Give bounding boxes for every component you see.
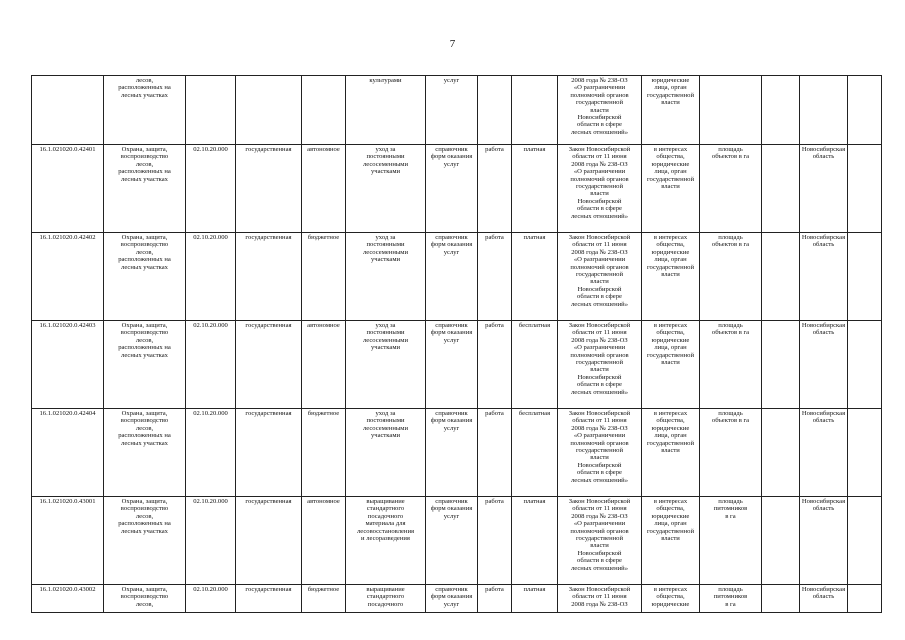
indicator-cell <box>700 321 762 409</box>
name-cell <box>104 321 186 409</box>
region-cell-text: Новосибирская область <box>801 410 846 425</box>
unit-type-cell <box>426 76 478 145</box>
payment-cell-text: платная <box>523 498 546 505</box>
consumers-cell-text: в интересах общества, юридические лица, орган государственной власти <box>647 234 694 279</box>
unit-type-cell <box>426 145 478 233</box>
kind-cell <box>236 76 302 145</box>
kind-cell-text: государственная <box>245 498 292 505</box>
unit-type-cell <box>426 585 478 613</box>
content-cell <box>346 321 426 409</box>
okved-cell-text: 02.10.20.000 <box>193 146 228 153</box>
kind-cell-text: государственная <box>245 322 292 329</box>
okved-cell-text: 02.10.20.000 <box>193 410 228 417</box>
payment-cell <box>512 76 558 145</box>
name-cell-text: Охрана, защита, воспроизводство лесов, расположенных на лесных участках <box>118 498 171 535</box>
empty-cell <box>762 145 800 233</box>
table-row <box>32 321 882 409</box>
okved-cell <box>186 145 236 233</box>
okved-cell-text: 02.10.20.000 <box>193 498 228 505</box>
region-cell-text: Новосибирская область <box>801 322 846 337</box>
table-row-continued <box>32 76 882 145</box>
content-cell <box>346 497 426 585</box>
institution-type-cell-text: бюджетное <box>307 234 340 241</box>
payment-cell <box>512 409 558 497</box>
institution-type-cell <box>302 321 346 409</box>
payment-cell-text: бесплатная <box>518 410 551 417</box>
name-cell <box>104 585 186 613</box>
unit-type-cell <box>426 409 478 497</box>
okved-cell <box>186 321 236 409</box>
code-cell <box>32 585 104 613</box>
institution-type-cell-text: автономное <box>307 322 340 329</box>
name-cell-text: Охрана, защита, воспроизводство лесов, расположенных на лесных участках <box>118 234 171 271</box>
empty-cell <box>848 145 882 233</box>
work-type-cell <box>478 409 512 497</box>
code-cell-text: 16.1.021020.0.43001 <box>39 498 96 505</box>
okved-cell <box>186 76 236 145</box>
unit-type-cell <box>426 321 478 409</box>
legal-basis-cell <box>558 321 642 409</box>
empty-cell <box>762 585 800 613</box>
empty-cell <box>848 585 882 613</box>
work-type-cell-text: работа <box>485 234 504 241</box>
name-cell-text: Охрана, защита, воспроизводство лесов, <box>120 586 169 608</box>
name-cell-text: лесов, расположенных на лесных участках <box>118 77 171 99</box>
kind-cell <box>236 585 302 613</box>
legal-basis-cell <box>558 233 642 321</box>
content-cell <box>346 76 426 145</box>
unit-type-cell-text: справочник форм оказания услуг <box>430 146 473 168</box>
indicator-cell <box>700 409 762 497</box>
code-cell-text: 16.1.021020.0.43002 <box>39 586 96 593</box>
payment-cell-text: платная <box>523 586 546 593</box>
content-cell-text: уход за постоянными лесосеменными участками <box>363 410 408 440</box>
payment-cell <box>512 233 558 321</box>
okved-cell <box>186 233 236 321</box>
indicator-cell-text: площадь объектов в га <box>711 146 750 161</box>
payment-cell <box>512 497 558 585</box>
region-cell-text: Новосибирская область <box>801 498 846 513</box>
indicator-cell <box>700 76 762 145</box>
consumers-cell <box>642 321 700 409</box>
consumers-cell-text: в интересах общества, юридические лица, орган государственной власти <box>647 410 694 455</box>
okved-cell-text: 02.10.20.000 <box>193 234 228 241</box>
legal-basis-cell <box>558 145 642 233</box>
institution-type-cell <box>302 585 346 613</box>
name-cell <box>104 409 186 497</box>
kind-cell <box>236 497 302 585</box>
legal-basis-cell-text: 2008 года № 238-ОЗ «О разграничении полномочий органов государственной власти Новосибирской области в сфере лесных отношений» <box>570 77 629 136</box>
empty-cell <box>848 409 882 497</box>
institution-type-cell-text: бюджетное <box>307 410 340 417</box>
table-row <box>32 409 882 497</box>
kind-cell <box>236 409 302 497</box>
consumers-cell-text: в интересах общества, юридические лица, орган государственной власти <box>647 322 694 367</box>
content-cell-text: уход за постоянными лесосеменными участками <box>363 234 408 264</box>
consumers-cell-text: в интересах общества, юридические лица, орган государственной власти <box>647 498 694 543</box>
indicator-cell-text: площадь объектов в га <box>711 410 750 425</box>
unit-type-cell-text: справочник форм оказания услуг <box>430 410 473 432</box>
kind-cell-text: государственная <box>245 146 292 153</box>
legal-basis-cell <box>558 76 642 145</box>
unit-type-cell-text: справочник форм оказания услуг <box>430 498 473 520</box>
payment-cell-text: платная <box>523 234 546 241</box>
code-cell-text: 16.1.021020.0.42401 <box>39 146 96 153</box>
content-cell-text: уход за постоянными лесосеменными участками <box>363 146 408 176</box>
okved-cell <box>186 409 236 497</box>
kind-cell <box>236 145 302 233</box>
code-cell-text: 16.1.021020.0.42404 <box>39 410 96 417</box>
code-cell-text: 16.1.021020.0.42403 <box>39 322 96 329</box>
name-cell <box>104 497 186 585</box>
work-type-cell <box>478 585 512 613</box>
empty-cell <box>762 233 800 321</box>
region-cell <box>800 233 848 321</box>
code-cell <box>32 321 104 409</box>
indicator-cell-text: площадь питомников в га <box>713 586 748 608</box>
consumers-cell <box>642 76 700 145</box>
name-cell-text: Охрана, защита, воспроизводство лесов, расположенных на лесных участках <box>118 146 171 183</box>
kind-cell-text: государственная <box>245 234 292 241</box>
content-cell-text: выращивание стандартного посадочного <box>366 586 405 608</box>
region-cell <box>800 145 848 233</box>
okved-cell-text: 02.10.20.000 <box>193 322 228 329</box>
okved-cell-text: 02.10.20.000 <box>193 586 228 593</box>
kind-cell-text: государственная <box>245 586 292 593</box>
region-cell-text: Новосибирская область <box>801 586 846 601</box>
content-cell <box>346 145 426 233</box>
code-cell <box>32 497 104 585</box>
okved-cell <box>186 497 236 585</box>
indicator-cell-text: площадь питомников в га <box>713 498 748 520</box>
payment-cell-text: платная <box>523 146 546 153</box>
unit-type-cell-text: справочник форм оказания услуг <box>430 586 473 608</box>
institution-type-cell-text: автономное <box>307 498 340 505</box>
name-cell <box>104 145 186 233</box>
table-row <box>32 497 882 585</box>
indicator-cell <box>700 145 762 233</box>
table-row-partial <box>32 585 882 613</box>
region-cell-text: Новосибирская область <box>801 146 846 161</box>
content-cell <box>346 585 426 613</box>
legal-basis-cell-text: Закон Новосибирской области от 11 июня 2008 года № 238-ОЗ «О разграничении полномочий органов государственной власти Новосибирской области в сфере лесных отношений» <box>568 322 631 396</box>
work-type-cell <box>478 76 512 145</box>
table-row <box>32 233 882 321</box>
institution-type-cell <box>302 233 346 321</box>
kind-cell-text: государственная <box>245 410 292 417</box>
institution-type-cell <box>302 76 346 145</box>
services-registry-table <box>31 75 882 613</box>
work-type-cell-text: работа <box>485 146 504 153</box>
content-cell-text: культурами <box>369 77 402 84</box>
institution-type-cell <box>302 497 346 585</box>
consumers-cell-text: в интересах общества, юридические лица, орган государственной власти <box>647 146 694 191</box>
empty-cell <box>848 233 882 321</box>
name-cell <box>104 76 186 145</box>
code-cell-text: 16.1.021020.0.42402 <box>39 234 96 241</box>
region-cell-text: Новосибирская область <box>801 234 846 249</box>
unit-type-cell-text: справочник форм оказания услуг <box>430 234 473 256</box>
work-type-cell-text: работа <box>485 322 504 329</box>
unit-type-cell-text: справочник форм оказания услуг <box>430 322 473 344</box>
name-cell <box>104 233 186 321</box>
kind-cell <box>236 233 302 321</box>
consumers-cell <box>642 145 700 233</box>
payment-cell-text: бесплатная <box>518 322 551 329</box>
institution-type-cell <box>302 409 346 497</box>
empty-cell <box>848 321 882 409</box>
page-number: 7 <box>449 38 456 50</box>
work-type-cell-text: работа <box>485 586 504 593</box>
unit-type-cell-text: услуг <box>443 77 460 84</box>
okved-cell <box>186 585 236 613</box>
indicator-cell <box>700 497 762 585</box>
institution-type-cell <box>302 145 346 233</box>
code-cell <box>32 409 104 497</box>
empty-cell <box>762 321 800 409</box>
indicator-cell <box>700 585 762 613</box>
empty-cell <box>762 497 800 585</box>
legal-basis-cell <box>558 409 642 497</box>
consumers-cell <box>642 497 700 585</box>
content-cell-text: уход за постоянными лесосеменными участками <box>363 322 408 352</box>
empty-cell <box>762 76 800 145</box>
institution-type-cell-text: бюджетное <box>307 586 340 593</box>
legal-basis-cell <box>558 497 642 585</box>
region-cell <box>800 76 848 145</box>
legal-basis-cell-text: Закон Новосибирской области от 11 июня 2008 года № 238-ОЗ «О разграничении полномочий органов государственной власти Новосибирской области в сфере лесных отношений» <box>568 146 631 220</box>
name-cell-text: Охрана, защита, воспроизводство лесов, расположенных на лесных участках <box>118 322 171 359</box>
payment-cell <box>512 585 558 613</box>
indicator-cell-text: площадь объектов в га <box>711 234 750 249</box>
kind-cell <box>236 321 302 409</box>
work-type-cell-text: работа <box>485 410 504 417</box>
unit-type-cell <box>426 233 478 321</box>
legal-basis-cell <box>558 585 642 613</box>
legal-basis-cell-text: Закон Новосибирской области от 11 июня 2008 года № 238-ОЗ «О разграничении полномочий органов государственной власти Новосибирской области в сфере лесных отношений» <box>568 498 631 572</box>
work-type-cell-text: работа <box>485 498 504 505</box>
legal-basis-cell-text: Закон Новосибирской области от 11 июня 2008 года № 238-ОЗ <box>568 586 631 608</box>
code-cell <box>32 233 104 321</box>
consumers-cell <box>642 409 700 497</box>
work-type-cell <box>478 145 512 233</box>
legal-basis-cell-text: Закон Новосибирской области от 11 июня 2008 года № 238-ОЗ «О разграничении полномочий органов государственной власти Новосибирской области в сфере лесных отношений» <box>568 410 631 484</box>
region-cell <box>800 585 848 613</box>
work-type-cell <box>478 233 512 321</box>
work-type-cell <box>478 497 512 585</box>
code-cell <box>32 76 104 145</box>
consumers-cell-text: в интересах общества, юридические <box>651 586 690 608</box>
work-type-cell <box>478 321 512 409</box>
region-cell <box>800 409 848 497</box>
empty-cell <box>848 76 882 145</box>
consumers-cell <box>642 233 700 321</box>
indicator-cell-text: площадь объектов в га <box>711 322 750 337</box>
indicator-cell <box>700 233 762 321</box>
institution-type-cell-text: автономное <box>307 146 340 153</box>
unit-type-cell <box>426 497 478 585</box>
payment-cell <box>512 321 558 409</box>
table-row <box>32 145 882 233</box>
name-cell-text: Охрана, защита, воспроизводство лесов, расположенных на лесных участках <box>118 410 171 447</box>
consumers-cell <box>642 585 700 613</box>
code-cell <box>32 145 104 233</box>
content-cell <box>346 233 426 321</box>
empty-cell <box>848 497 882 585</box>
region-cell <box>800 497 848 585</box>
legal-basis-cell-text: Закон Новосибирской области от 11 июня 2008 года № 238-ОЗ «О разграничении полномочий органов государственной власти Новосибирской области в сфере лесных отношений» <box>568 234 631 308</box>
consumers-cell-text: юридические лица, орган государственной власти <box>647 77 694 107</box>
region-cell <box>800 321 848 409</box>
content-cell <box>346 409 426 497</box>
payment-cell <box>512 145 558 233</box>
content-cell-text: выращивание стандартного посадочного материала для лесовосстановления и лесоразведения <box>356 498 415 543</box>
empty-cell <box>762 409 800 497</box>
